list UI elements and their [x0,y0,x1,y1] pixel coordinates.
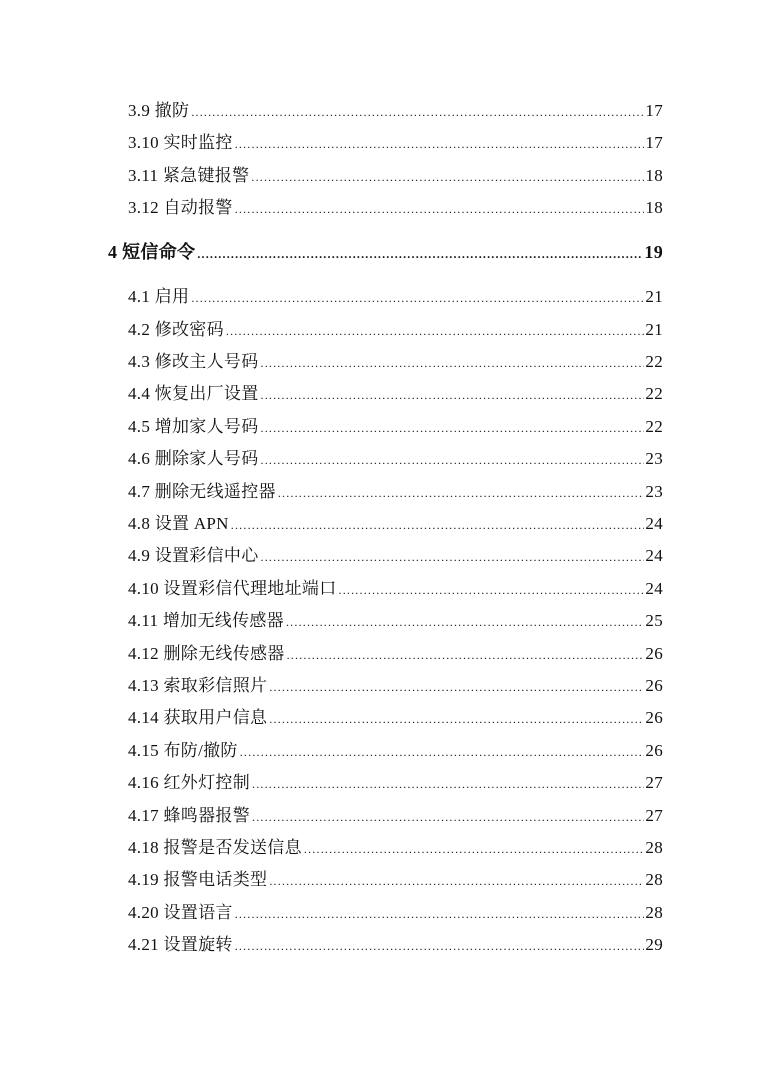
toc-entry[interactable] [128,739,663,763]
toc-entry-label: 4.13 索取彩信照片 [128,676,268,695]
toc-entry-label: 4.5 增加家人号码 [128,417,259,436]
dot-leader [304,837,644,861]
toc-entry[interactable] [128,706,663,730]
dot-leader [339,578,645,602]
toc-entry-page: 22 [645,417,663,436]
toc-entry[interactable] [128,544,663,568]
toc-entry-page: 26 [645,741,663,760]
toc-entry-label: 4.17 蜂鸣器报警 [128,806,250,825]
toc-entry-page: 26 [645,708,663,727]
toc-entry-page: 28 [645,838,663,857]
toc-entry-label: 3.11 紧急键报警 [128,166,250,185]
dot-leader [269,707,644,731]
dot-leader [261,545,645,569]
toc-entry-label: 3.12 自动报警 [128,198,233,217]
dot-leader [191,100,644,124]
toc-entry-page: 23 [645,482,663,501]
dot-leader [240,740,645,764]
toc-entry[interactable] [128,901,663,925]
toc-entry-label: 4.18 报警是否发送信息 [128,838,302,857]
dot-leader [231,513,645,537]
toc-entry-label: 4.12 删除无线传感器 [128,644,285,663]
toc-entry-page: 24 [645,546,663,565]
dot-leader [287,643,645,667]
toc-entry-page: 17 [645,133,663,152]
toc-entry-label: 4.6 删除家人号码 [128,449,259,468]
dot-leader [261,448,645,472]
toc-entry[interactable] [128,674,663,698]
toc-entry-label: 4.20 设置语言 [128,903,233,922]
toc-entry[interactable] [128,285,663,309]
toc-entry-page: 28 [645,903,663,922]
toc-entry-label: 4.1 启用 [128,287,190,306]
toc-entry-page: 18 [645,198,663,217]
toc-entry[interactable] [128,196,663,220]
toc-entry-label: 3.10 实时监控 [128,133,233,152]
toc-entry-page: 28 [645,870,663,889]
dot-leader [252,805,644,829]
toc-entry-page: 17 [645,101,663,120]
dot-leader [261,416,645,440]
toc-entry[interactable] [128,642,663,666]
toc-chapter-entry[interactable] [108,240,663,264]
toc-entry[interactable] [128,577,663,601]
dot-leader [226,319,644,343]
toc-entry-page: 24 [645,514,663,533]
toc-entry-label: 4.14 获取用户信息 [128,708,268,727]
toc-entry[interactable] [128,933,663,957]
toc-entry-page: 22 [645,384,663,403]
toc-entry[interactable] [128,868,663,892]
toc-entry-page: 21 [645,287,663,306]
dot-leader [235,934,645,958]
toc-entry-page: 25 [645,611,663,630]
toc-entry-label: 4.9 设置彩信中心 [128,546,259,565]
dot-leader [261,383,645,407]
toc-entry[interactable] [128,382,663,406]
toc-entry[interactable] [128,350,663,374]
toc-entry[interactable] [128,480,663,504]
dot-leader [269,869,644,893]
toc-entry-page: 23 [645,449,663,468]
toc-entry[interactable] [128,804,663,828]
dot-leader [252,772,644,796]
toc-entry[interactable] [128,164,663,188]
dot-leader [261,351,645,375]
toc-entry-label: 4.15 布防/撤防 [128,741,238,760]
toc-entry-page: 24 [645,579,663,598]
toc-entry-label: 4.21 设置旋转 [128,935,233,954]
dot-leader [286,610,644,634]
toc-entry-label: 4.4 恢复出厂设置 [128,384,259,403]
dot-leader [197,242,643,266]
dot-leader [191,286,644,310]
toc-entry-page: 26 [645,676,663,695]
toc-entry-label: 4.7 删除无线遥控器 [128,482,276,501]
dot-leader [235,132,645,156]
toc-entry-label: 4.3 修改主人号码 [128,352,259,371]
toc-entry[interactable] [128,609,663,633]
toc-entry-label: 4.10 设置彩信代理地址端口 [128,579,337,598]
dot-leader [235,197,645,221]
toc-entry[interactable] [128,836,663,860]
toc-entry-page: 29 [645,935,663,954]
toc-entry-page: 21 [645,320,663,339]
toc-entry[interactable] [128,131,663,155]
toc-chapter-label: 4 短信命令 [108,242,196,262]
dot-leader [278,481,645,505]
toc-entry-label: 4.2 修改密码 [128,320,224,339]
toc-entry[interactable] [128,318,663,342]
toc-entry-page: 27 [645,773,663,792]
toc-entry-label: 3.9 撤防 [128,101,190,120]
toc-entry[interactable] [128,415,663,439]
dot-leader [251,165,644,189]
toc-entry-page: 27 [645,806,663,825]
toc-entry-page: 22 [645,352,663,371]
toc-entry-label: 4.8 设置 APN [128,514,229,533]
toc-entry-label: 4.11 增加无线传感器 [128,611,284,630]
toc-entry[interactable] [128,447,663,471]
toc-entry-page: 26 [645,644,663,663]
toc-entry-page: 18 [645,166,663,185]
toc-entry[interactable] [128,512,663,536]
toc-chapter-page: 19 [644,242,663,262]
dot-leader [269,675,644,699]
toc-entry[interactable] [128,771,663,795]
toc-entry-label: 4.16 红外灯控制 [128,773,250,792]
toc-entry-label: 4.19 报警电话类型 [128,870,268,889]
toc-entry[interactable] [128,99,663,123]
dot-leader [235,902,645,926]
